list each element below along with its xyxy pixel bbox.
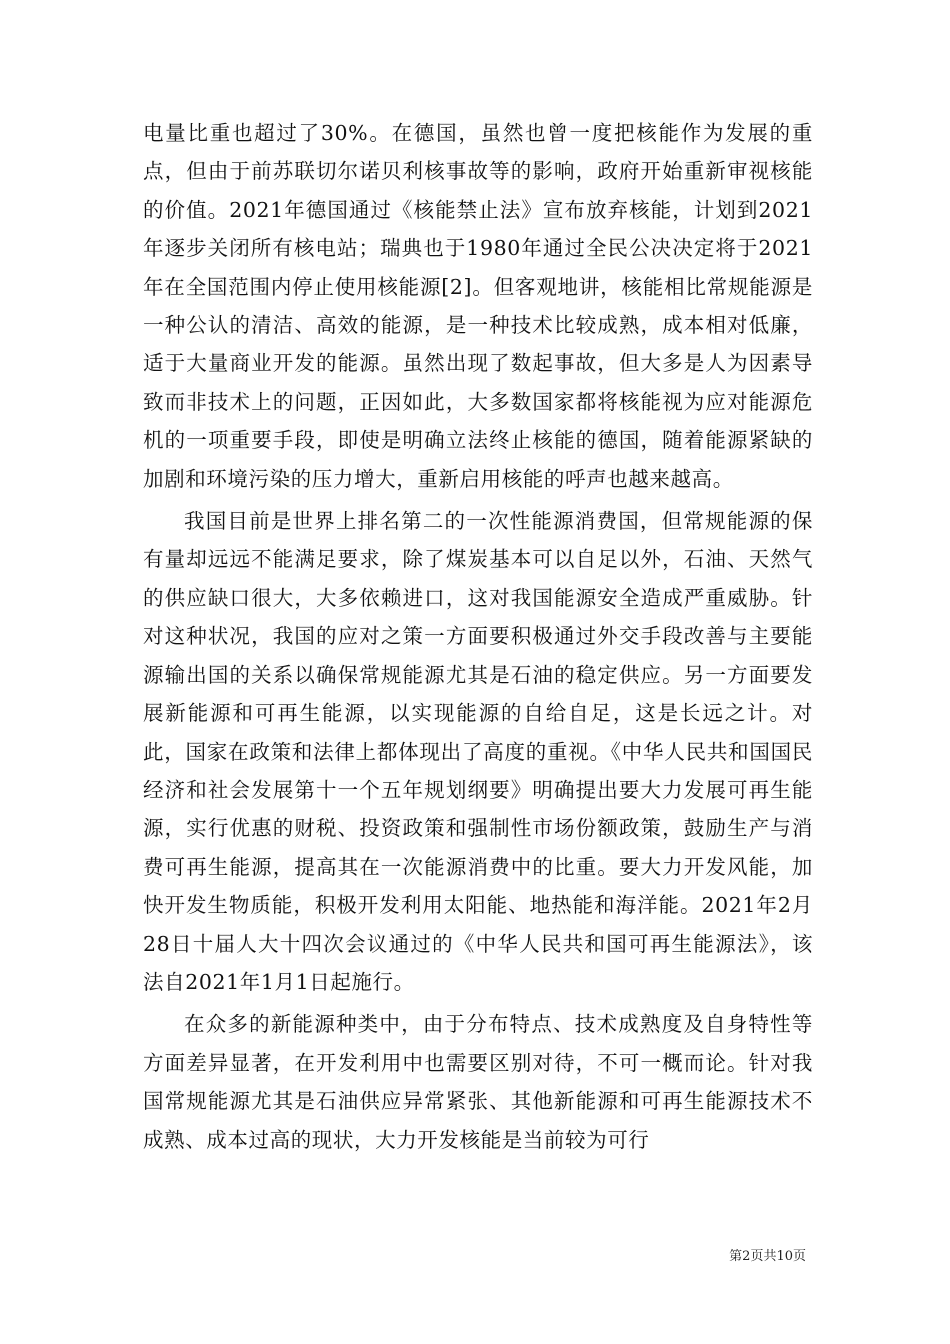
body-text bbox=[143, 114, 813, 1159]
paragraph-new-energy-types: 在众多的新能源种类中，由于分布特点、技术成熟度及自身特性等方面差异显著，在开发利用中也需要区别对待，不可一概而论。针对我国常规能源尤其是石油供应异常紧张、其他新能源和可再生能源技术不成熟、成本过高的现状，大力开发核能是当前较为可行 bbox=[143, 1012, 813, 1152]
paragraph-nuclear-policy-overview: 电量比重也超过了30%。在德国，虽然也曾一度把核能作为发展的重点，但由于前苏联切尔诺贝利核事故等的影响，政府开始重新审视核能的价值。2021年德国通过《核能禁止法》宣布放弃核能，计划到2021年逐步关闭所有核电站；瑞典也于1980年通过全民公决决定将于2021年在全国范围内停止使用核能源[2]。但客观地讲，核能相比常规能源是一种公认的清洁、高效的能源，是一种技术比较成熟，成本相对低廉，适于大量商业开发的能源。虽然出现了数起事故，但大多是人为因素导致而非技术上的问题，正因如此，大多数国家都将核能视为应对能源危机的一项重要手段，即使是明确立法终止核能的德国，随着能源紧缺的加剧和环境污染的压力增大，重新启用核能的呼声也越来越高。 bbox=[143, 121, 813, 491]
page-number-footer: 第2页共10页 bbox=[729, 1249, 806, 1264]
paragraph-china-energy-situation: 我国目前是世界上排名第二的一次性能源消费国，但常规能源的保有量却远远不能满足要求，除了煤炭基本可以自足以外，石油、天然气的供应缺口很大，大多依赖进口，这对我国能源安全造成严重威胁。针对这种状况，我国的应对之策一方面要积极通过外交手段改善与主要能源输出国的关系以确保常规能源尤其是石油的稳定供应。另一方面要发展新能源和可再生能源，以实现能源的自给自足，这是长远之计。对此，国家在政策和法律上都体现出了高度的重视。《中华人民共和国国民经济和社会发展第十一个五年规划纲要》明确提出要大力发展可再生能源，实行优惠的财税、投资政策和强制性市场份额政策，鼓励生产与消费可再生能源，提高其在一次能源消费中的比重。要大力开发风能，加快开发生物质能，积极开发利用太阳能、地热能和海洋能。2021年2月28日十届人大十四次会议通过的《中华人民共和国可再生能源法》，该法自2021年1月1日起施行。 bbox=[143, 509, 813, 994]
